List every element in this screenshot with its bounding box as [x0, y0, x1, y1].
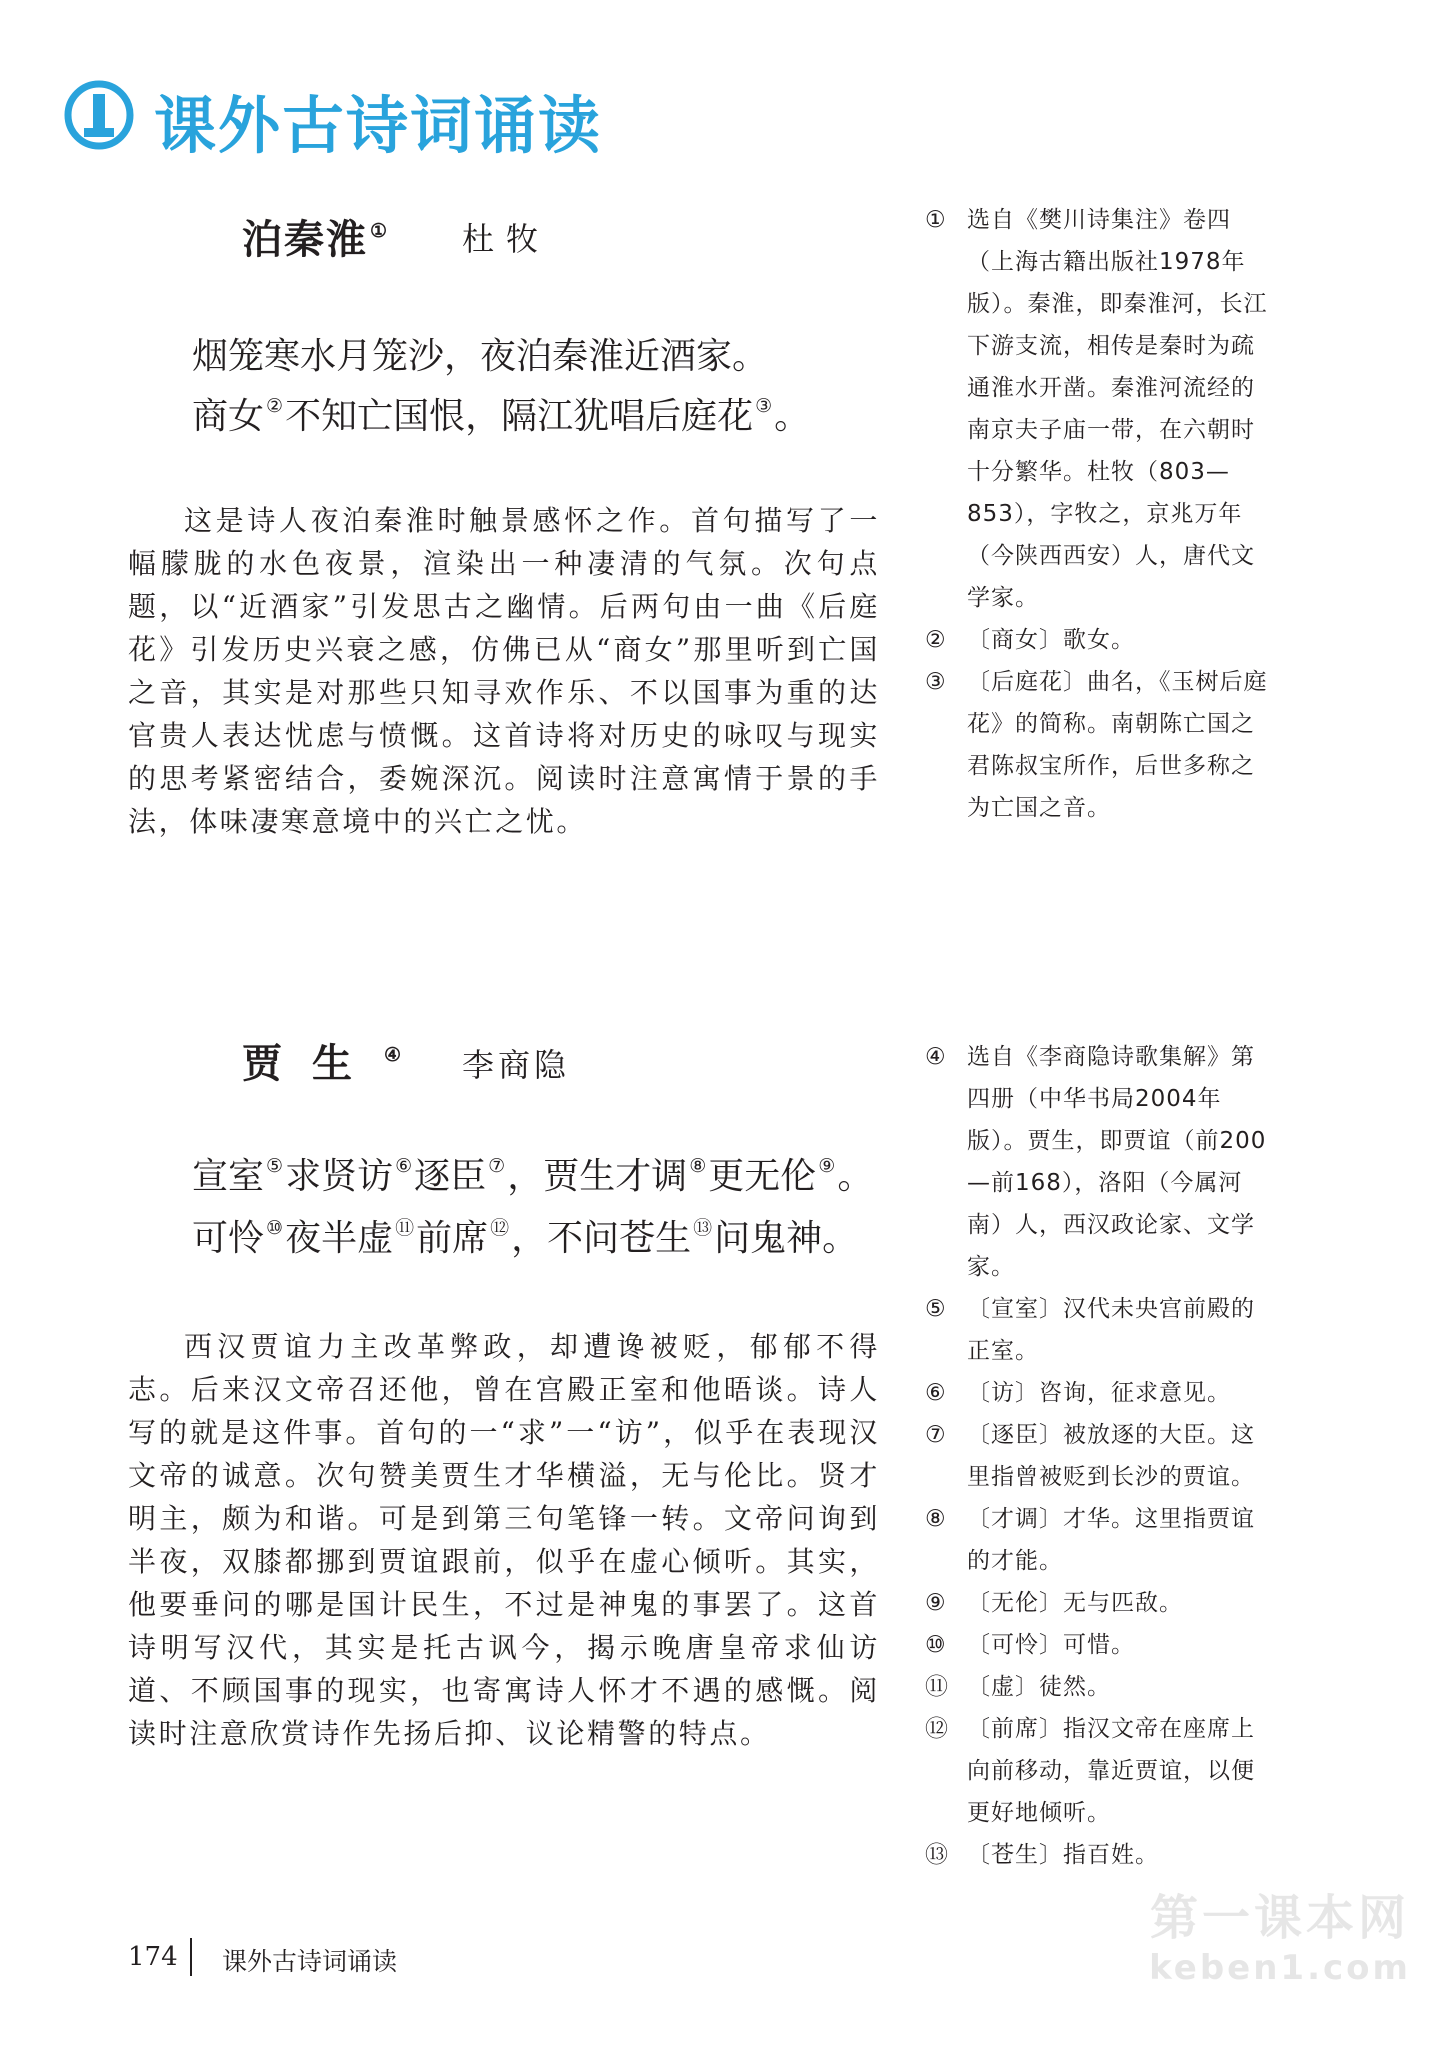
footnote-marker[interactable]: ④	[384, 1044, 402, 1066]
footnote: ④ 选自《李商隐诗歌集解》第四册（中华书局2004年版）。贾生，即贾谊（前200—前168），洛阳（今属河南）人，西汉政论家、文学家。	[925, 1044, 1267, 1280]
section-title: 课外古诗词诵读	[154, 89, 603, 162]
footer-divider	[190, 1938, 192, 1976]
footnote: ⑤ 〔宣室〕汉代未央宫前殿的正室。	[925, 1296, 1255, 1364]
footnote-marker[interactable]: ①	[370, 220, 390, 242]
poem-author: 杜牧	[462, 220, 551, 258]
section-logo-icon	[62, 78, 136, 152]
poem-author: 李商隐	[462, 1046, 571, 1084]
footnote-marker[interactable]: ⑤	[266, 1155, 284, 1177]
watermark	[1130, 1890, 1430, 1988]
footnote: ⑫ 〔前席〕指汉文帝在座席上向前移动，靠近贾谊，以便更好地倾听。	[925, 1716, 1255, 1826]
footnote-marker[interactable]: ⑧	[689, 1155, 707, 1177]
poem-line: 烟笼寒水月笼沙，夜泊秦淮近酒家。	[192, 336, 769, 377]
poem-line: 商女 ②不知亡国恨，隔江犹唱后庭花 ③。	[192, 395, 811, 437]
footnote-marker[interactable]: ⑥	[395, 1155, 413, 1177]
watermark-url: keben1.com	[1149, 1947, 1411, 1988]
footnotes-list	[925, 199, 1275, 829]
poem-commentary: 这是诗人夜泊秦淮时触景感怀之作。首句描写了一幅朦胧的水色夜景，渲染出一种凄清的气氛。次句点题，以“近酒家”引发思古之幽情。后两句由一曲《后庭花》引发历史兴衰之感，仿佛已从“商女”那里听到亡国之音，其实是对那些只知寻欢作乐、不以国事为重的达官贵人表达忧虑与愤慨。这首诗将对历史的咏叹与现实的思考紧密结合，委婉深沉。阅读时注意寓情于景的手法，体味凄寒意境中的兴亡之忧。	[128, 504, 880, 838]
footnote-marker[interactable]: ②	[266, 395, 284, 417]
poem-line: 宣室 ⑤求贤访 ⑥逐臣 ⑦，贾生才调 ⑧更无伦 ⑨。	[192, 1155, 874, 1197]
footnote: ⑧ 〔才调〕才华。这里指贾谊的才能。	[925, 1506, 1255, 1574]
footer-section-title: 课外古诗词诵读	[222, 1947, 398, 1976]
poem-title	[242, 1032, 403, 1089]
poem-title	[242, 208, 391, 265]
footnote: ③ 〔后庭花〕曲名，《玉树后庭花》的简称。南朝陈亡国之君陈叔宝所作，后世多称之为亡国之音。	[925, 669, 1268, 821]
footnote: ① 选自《樊川诗集注》卷四（上海古籍出版社1978年版）。秦淮，即秦淮河，长江下游支流，相传是秦时为疏通淮水开凿。秦淮河流经的南京夫子庙一带，在六朝时十分繁华。杜牧（803—853），字牧之，京兆万年（今陕西西安）人，唐代文学家。	[925, 207, 1268, 611]
page-number: 174	[128, 1942, 178, 1972]
poem-line: 可怜 ⑩夜半虚 ⑪前席 ⑫，不问苍生 ⑬问鬼神。	[192, 1217, 859, 1259]
footnote-marker[interactable]: ⑪	[395, 1217, 415, 1239]
footnote: ⑨ 〔无伦〕无与匹敌。	[925, 1590, 1183, 1616]
footnote: ⑦ 〔逐臣〕被放逐的大臣。这里指曾被贬到长沙的贾谊。	[925, 1422, 1255, 1490]
footnote-marker[interactable]: ⑦	[488, 1155, 506, 1177]
footnote: ⑩ 〔可怜〕可惜。	[925, 1632, 1135, 1658]
poem-title-text: 贾生	[242, 1040, 382, 1087]
poem-title-text: 泊秦淮	[242, 216, 368, 263]
footnotes-list	[925, 1036, 1275, 1876]
footnote: ⑥ 〔访〕咨询，征求意见。	[925, 1380, 1231, 1406]
footnote-marker[interactable]: ⑨	[818, 1155, 836, 1177]
footnote-marker[interactable]: ⑬	[693, 1217, 713, 1239]
footnote: ⑪ 〔虚〕徒然。	[925, 1674, 1111, 1700]
watermark-text: 第一课本网	[1149, 1890, 1410, 1946]
footnote-marker[interactable]: ⑫	[490, 1217, 510, 1239]
footnote: ⑬ 〔苍生〕指百姓。	[925, 1842, 1159, 1868]
footnote-marker[interactable]: ⑩	[266, 1217, 284, 1239]
poem-commentary: 西汉贾谊力主改革弊政，却遭谗被贬，郁郁不得志。后来汉文帝召还他，曾在宫殿正室和他晤谈。诗人写的就是这件事。首句的一“求”一“访”，似乎在表现汉文帝的诚意。次句赞美贾生才华横溢，无与伦比。贤才明主，颇为和谐。可是到第三句笔锋一转。文帝问询到半夜，双膝都挪到贾谊跟前，似乎在虚心倾听。其实，他要垂问的哪是国计民生，不过是神鬼的事罢了。这首诗明写汉代，其实是托古讽今，揭示晚唐皇帝求仙访道、不顾国事的现实，也寄寓诗人怀才不遇的感慨。阅读时注意欣赏诗作先扬后抑、议论精警的特点。	[128, 1330, 880, 1750]
footnote: ② 〔商女〕歌女。	[925, 627, 1135, 653]
footnote-marker[interactable]: ③	[755, 395, 773, 417]
